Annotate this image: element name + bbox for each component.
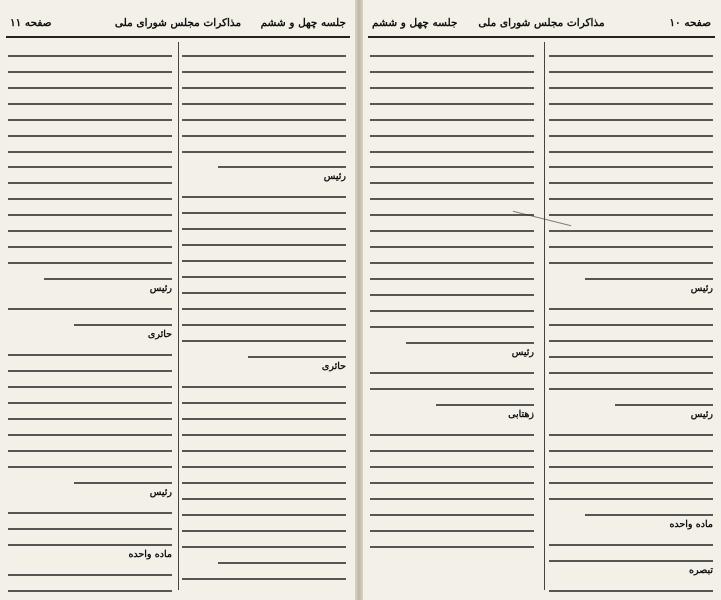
right-heading-2: رئیس (690, 408, 713, 420)
left-page (0, 0, 356, 600)
right-page-title: مذاکرات مجلس شورای ملی (478, 17, 605, 29)
left-header-rule (6, 36, 350, 38)
left-heading-6: ماده واحده (128, 548, 172, 560)
right-column-separator (544, 42, 545, 590)
left-page-session: جلسه چهل و ششم (260, 17, 346, 29)
left-heading-3: رئیس (149, 282, 172, 294)
right-page-session: جلسه چهل و ششم (372, 17, 458, 29)
right-page (362, 0, 721, 600)
right-heading-4: رئیس (511, 346, 534, 358)
left-page-column-left (8, 42, 172, 592)
right-heading-6: تبصره (689, 564, 713, 576)
left-heading-4: حائری (147, 328, 172, 340)
left-page-header (6, 14, 350, 34)
right-page-column-right (549, 42, 713, 592)
right-page-header (368, 14, 715, 34)
right-page-column-left (370, 42, 534, 592)
left-column-separator (178, 42, 179, 590)
right-heading-3: زهتابی (508, 408, 534, 420)
left-heading-2: حائری (321, 360, 346, 372)
left-page-title: مذاکرات مجلس شورای ملی (114, 17, 242, 29)
right-page-number: صفحه ۱۰ (669, 17, 711, 29)
right-header-rule (368, 36, 715, 38)
left-heading-5: رئیس (149, 486, 172, 498)
left-page-number: صفحه ۱۱ (10, 17, 52, 29)
right-heading-1: رئیس (690, 282, 713, 294)
right-heading-5: ماده واحده (669, 518, 713, 530)
left-heading-1: رئیس (323, 170, 346, 182)
left-page-column-right (182, 42, 346, 592)
